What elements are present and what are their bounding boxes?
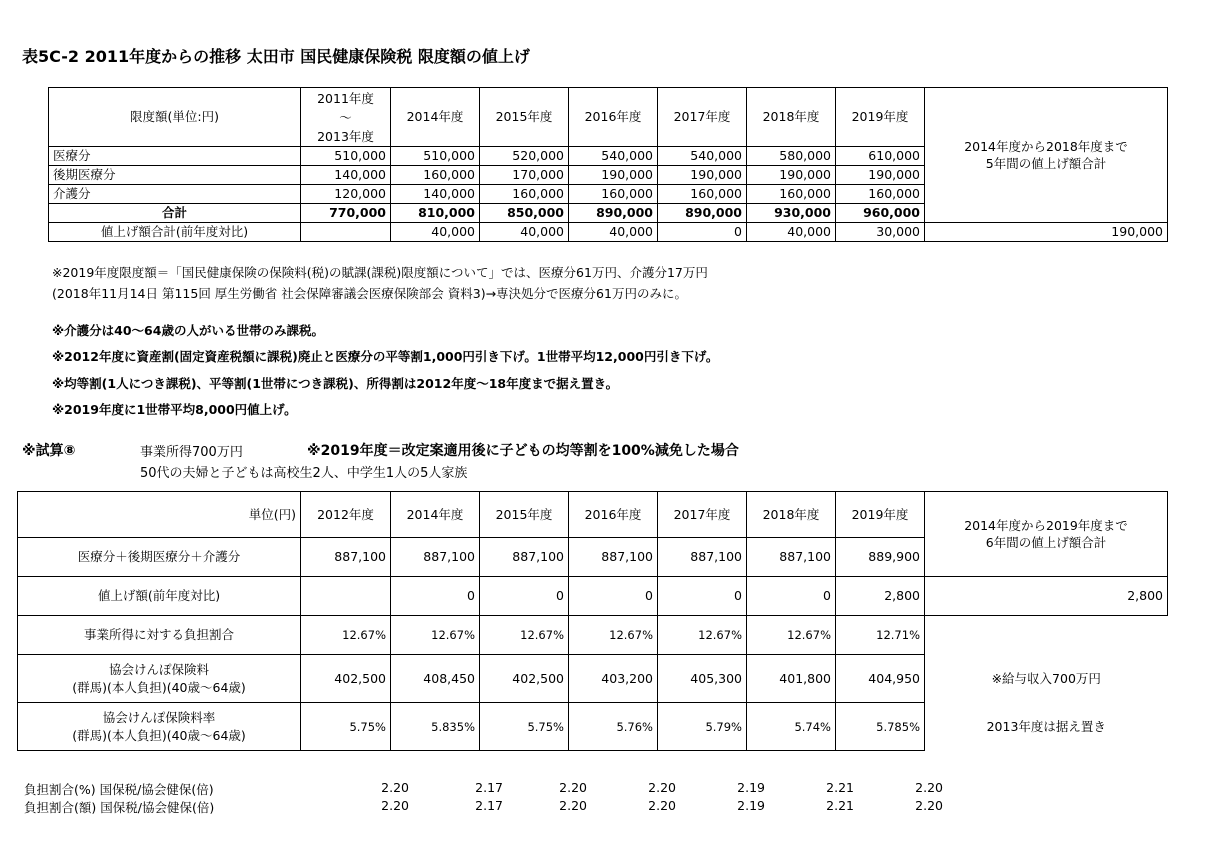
header-label: 限度額(単位:円) <box>49 88 301 147</box>
cell-value: 5.75% <box>480 703 569 751</box>
note-line: (2018年11月14日 第115回 厚生労働省 社会保障審議会医療保険部会 資料3)→専決処分で医療分61万円のみに。 <box>52 286 687 301</box>
note-bold: ※2012年度に資産割(固定資産税額に課税)廃止と医療分の平等割1,000円引き下げ。1世帯平均12,000円引き下げ。 <box>52 349 719 364</box>
cell-value <box>301 223 391 242</box>
cell-value: 12.67% <box>658 616 747 655</box>
ratio-value: 2.20 <box>648 780 676 795</box>
cell-value: 810,000 <box>391 204 480 223</box>
note-bold: ※介護分は40～64歳の人がいる世帯のみ課税。 <box>52 323 324 338</box>
header-year: 2016年度 <box>569 88 658 147</box>
cell-value: 930,000 <box>747 204 836 223</box>
cell-value: 190,000 <box>658 166 747 185</box>
summary-line2: 5年間の値上げ額合計 <box>985 156 1107 171</box>
year-range-start: 2011年度 <box>317 90 374 106</box>
cell-value: 12.71% <box>836 616 925 655</box>
summary-line1: 2014年度から2018年度まで <box>964 139 1128 154</box>
increase-row <box>49 223 1168 242</box>
header-year: 2018年度 <box>747 492 836 538</box>
summary-line2: 6年間の値上げ額合計 <box>985 535 1107 550</box>
cell-value: 0 <box>658 577 747 616</box>
ratio-value: 2.20 <box>559 798 587 813</box>
cell-value: 12.67% <box>391 616 480 655</box>
summary-value: 190,000 <box>925 223 1168 242</box>
total-label: 合計 <box>49 204 301 223</box>
trial-table <box>17 491 1168 751</box>
header-year: 2019年度 <box>836 492 925 538</box>
table-row <box>18 655 1168 703</box>
cell-value: 889,900 <box>836 538 925 577</box>
blank-cell <box>925 616 1168 655</box>
cell-value: 160,000 <box>658 185 747 204</box>
cell-value: 580,000 <box>747 147 836 166</box>
table-row <box>18 703 1168 751</box>
cell-value: 0 <box>747 577 836 616</box>
ratio-value: 2.20 <box>915 780 943 795</box>
cell-value: 120,000 <box>301 185 391 204</box>
cell-value: 510,000 <box>391 147 480 166</box>
cell-value: 887,100 <box>391 538 480 577</box>
header-year: 2014年度 <box>391 88 480 147</box>
ratio-value: 2.20 <box>648 798 676 813</box>
row-label: 後期医療分 <box>49 166 301 185</box>
header-year: 2018年度 <box>747 88 836 147</box>
year-range-tilde: ～ <box>339 109 352 125</box>
cell-value: 770,000 <box>301 204 391 223</box>
cell-value: 160,000 <box>569 185 658 204</box>
cell-value: 408,450 <box>391 655 480 703</box>
cell-value: 540,000 <box>569 147 658 166</box>
cell-value: 40,000 <box>391 223 480 242</box>
header-year: 2017年度 <box>658 492 747 538</box>
row-label: 介護分 <box>49 185 301 204</box>
cell-value: 170,000 <box>480 166 569 185</box>
cell-value: 0 <box>569 577 658 616</box>
cell-value: 40,000 <box>747 223 836 242</box>
side-note: 2013年度は据え置き <box>986 718 1106 734</box>
cell-value: 0 <box>391 577 480 616</box>
cell-value: 12.67% <box>569 616 658 655</box>
trial-family: 50代の夫婦と子どもは高校生2人、中学生1人の5人家族 <box>140 466 468 481</box>
trial-income: 事業所得700万円 <box>140 445 243 460</box>
cell-value: 405,300 <box>658 655 747 703</box>
cell-value: 510,000 <box>301 147 391 166</box>
row-label: 事業所得に対する負担割合 <box>18 616 301 655</box>
cell-value: 402,500 <box>301 655 391 703</box>
cell-value: 12.67% <box>747 616 836 655</box>
cell-value: 5.76% <box>569 703 658 751</box>
row-label <box>18 655 301 703</box>
cell-value: 5.79% <box>658 703 747 751</box>
cell-value: 140,000 <box>391 185 480 204</box>
row-label-line2: (群馬)(本人負担)(40歳～64歳) <box>72 679 246 695</box>
ratio-value: 2.21 <box>826 780 854 795</box>
summary-header <box>925 88 1168 223</box>
cell-value: 160,000 <box>480 185 569 204</box>
cell-value: 403,200 <box>569 655 658 703</box>
header-year: 2015年度 <box>480 492 569 538</box>
row-label-line1: 協会けんぽ保険料 <box>108 661 209 677</box>
cell-value: 401,800 <box>747 655 836 703</box>
note-bold: ※2019年度に1世帯平均8,000円値上げ。 <box>52 402 297 417</box>
header-year: 2019年度 <box>836 88 925 147</box>
cell-value: 0 <box>480 577 569 616</box>
cell-value: 850,000 <box>480 204 569 223</box>
trial-condition: ※2019年度＝改定案適用後に子どもの均等割を100%減免した場合 <box>307 443 739 459</box>
summary-line1: 2014年度から2019年度まで <box>964 518 1128 533</box>
increase-label: 値上げ額合計(前年度対比) <box>49 223 301 242</box>
summary-value: 2,800 <box>925 577 1168 616</box>
cell-value: 5.835% <box>391 703 480 751</box>
table-header-row <box>49 88 1168 147</box>
header-year: 2014年度 <box>391 492 480 538</box>
cell-value: 5.75% <box>301 703 391 751</box>
year-range-end: 2013年度 <box>317 128 374 144</box>
note-line: ※2019年度限度額＝「国民健康保険の保険料(税)の賦課(課税)限度額について」では、医療分61万円、介護分17万円 <box>52 265 708 280</box>
page-title: 表5C-2 2011年度からの推移 太田市 国民健康保険税 限度額の値上げ <box>22 47 530 66</box>
cell-value: 2,800 <box>836 577 925 616</box>
cell-value: 887,100 <box>569 538 658 577</box>
cell-value: 12.67% <box>301 616 391 655</box>
header-year: 2012年度 <box>301 492 391 538</box>
cell-value: 160,000 <box>836 185 925 204</box>
ratio-value: 2.20 <box>381 798 409 813</box>
cell-value: 887,100 <box>301 538 391 577</box>
header-year: 2017年度 <box>658 88 747 147</box>
cell-value: 160,000 <box>391 166 480 185</box>
cell-value: 610,000 <box>836 147 925 166</box>
cell-value: 190,000 <box>747 166 836 185</box>
ratio-value: 2.21 <box>826 798 854 813</box>
table-header-row <box>18 492 1168 538</box>
cell-value: 30,000 <box>836 223 925 242</box>
ratio-label: 負担割合(額) 国保税/協会健保(倍) <box>24 800 215 815</box>
summary-header <box>925 492 1168 577</box>
row-label-line2: (群馬)(本人負担)(40歳～64歳) <box>72 727 246 743</box>
row-label-line1: 協会けんぽ保険料率 <box>102 709 216 725</box>
cell-value: 887,100 <box>658 538 747 577</box>
cell-value: 540,000 <box>658 147 747 166</box>
cell-value: 887,100 <box>480 538 569 577</box>
cell-value: 12.67% <box>480 616 569 655</box>
ratio-value: 2.17 <box>475 780 503 795</box>
unit-label: 単位(円) <box>18 492 301 538</box>
cell-value: 5.785% <box>836 703 925 751</box>
row-label: 値上げ額(前年度対比) <box>18 577 301 616</box>
cell-value: 0 <box>658 223 747 242</box>
cell-value: 160,000 <box>747 185 836 204</box>
header-year: 2015年度 <box>480 88 569 147</box>
ratio-value: 2.20 <box>915 798 943 813</box>
cell-value: 40,000 <box>480 223 569 242</box>
row-label: 医療分 <box>49 147 301 166</box>
row-label: 医療分＋後期医療分＋介護分 <box>18 538 301 577</box>
cell-value: 404,950 <box>836 655 925 703</box>
trial-label: ※試算⑧ <box>22 443 76 459</box>
cell-value: 960,000 <box>836 204 925 223</box>
cell-value: 887,100 <box>747 538 836 577</box>
cell-value: 190,000 <box>569 166 658 185</box>
side-note: ※給与収入700万円 <box>991 670 1101 686</box>
cell-value: 140,000 <box>301 166 391 185</box>
header-year: 2016年度 <box>569 492 658 538</box>
table-row <box>18 577 1168 616</box>
ratio-value: 2.20 <box>381 780 409 795</box>
ratio-label: 負担割合(%) 国保税/協会健保(倍) <box>24 782 214 797</box>
cell-value: 520,000 <box>480 147 569 166</box>
note-bold: ※均等割(1人につき課税)、平等割(1世帯につき課税)、所得割は2012年度～18年度まで据え置き。 <box>52 376 619 391</box>
header-year-range <box>301 88 391 147</box>
cell-value: 190,000 <box>836 166 925 185</box>
cell-value <box>301 577 391 616</box>
limit-amount-table <box>48 87 1168 242</box>
ratio-value: 2.17 <box>475 798 503 813</box>
table-row <box>18 616 1168 655</box>
cell-value: 40,000 <box>569 223 658 242</box>
cell-value: 402,500 <box>480 655 569 703</box>
row-label <box>18 703 301 751</box>
cell-value: 890,000 <box>658 204 747 223</box>
cell-value: 890,000 <box>569 204 658 223</box>
ratio-value: 2.19 <box>737 798 765 813</box>
ratio-value: 2.20 <box>559 780 587 795</box>
cell-value: 5.74% <box>747 703 836 751</box>
ratio-value: 2.19 <box>737 780 765 795</box>
